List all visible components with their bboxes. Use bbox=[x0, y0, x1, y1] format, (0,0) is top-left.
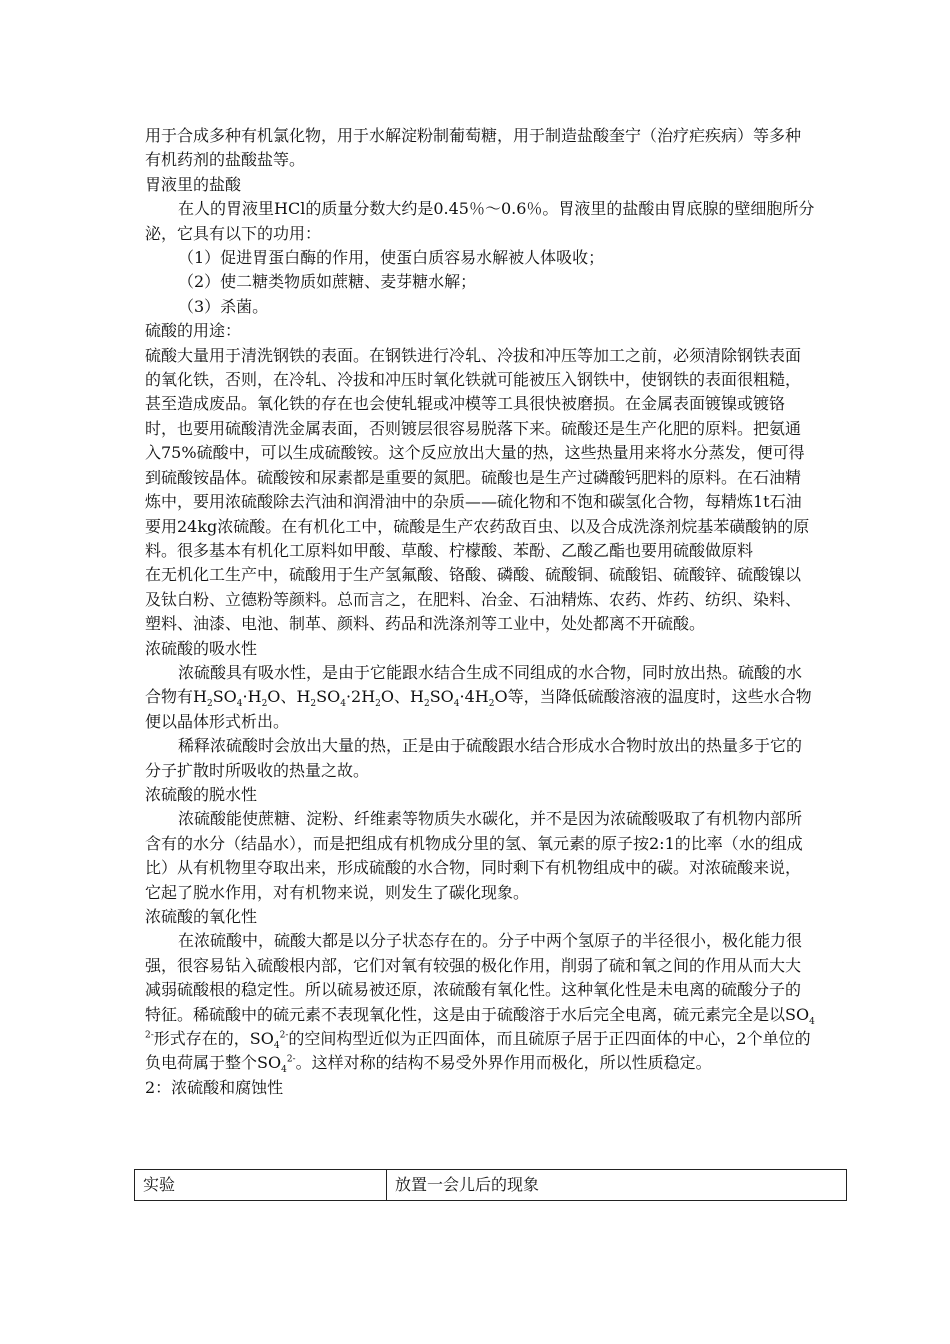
paragraph-gastric-acid: 在人的胃液里HCl的质量分数大约是0.45％～0.6％。胃液里的盐酸由胃底腺的壁细胞所分泌，它具有以下的功用： bbox=[145, 199, 815, 243]
paragraph-oxidation bbox=[145, 929, 815, 1075]
paragraph-sulfuric-uses: 硫酸大量用于清洗钢铁的表面。在钢铁进行冷轧、冷拔和冲压等加工之前，必须清除钢铁表面的氧化铁，否则，在冷轧、冷拔和冲压时氧化铁就可能被压入钢铁中，使钢铁的表面很粗糙，甚至造成废品。氧化铁的存在也会使轧辊或冲模等工具很快被磨损。在金属表面镀镍或镀铬时，也要用硫酸清洗金属表面，否则镀层很容易脱落下来。硫酸还是生产化肥的原料。把氨通入75%硫酸中，可以生成硫酸铵。这个反应放出大量的热，这些热量用来将水分蒸发，便可得到硫酸铵晶体。硫酸铵和尿素都是重要的氮肥。硫酸也是生产过磷酸钙肥料的原料。在石油精炼中，要用浓硫酸除去汽油和润滑油中的杂质——硫化物和不饱和碳氢化合物，每精炼1t石油要用24kg浓硫酸。在有机化工中，硫酸是生产农药敌百虫、以及合成洗涤剂烷基苯磺酸钠的原料。很多基本有机化工原料如甲酸、草酸、柠檬酸、苯酚、乙酸乙酯也要用硫酸做原料 bbox=[145, 345, 810, 560]
paragraph-dilution-heat: 稀释浓硫酸时会放出大量的热，正是由于硫酸跟水结合形成水合物时放出的热量多于它的分子扩散时所吸收的热量之故。 bbox=[145, 736, 803, 780]
table-header-phenomenon: 放置一会儿后的现象 bbox=[387, 1170, 847, 1201]
list-item-3: （3）杀菌。 bbox=[178, 296, 269, 316]
heading-water-absorption: 浓硫酸的吸水性 bbox=[145, 638, 258, 658]
list-item-1: （1）促进胃蛋白酶的作用，使蛋白质容易水解被人体吸收； bbox=[178, 248, 605, 268]
text-segment: 在浓硫酸中，硫酸大都是以分子状态存在的。分子中两个氢原子的半径很小，极化能力很强，很容易钻入硫酸根内部，它们对氧有较强的极化作用，削弱了硫和氧之间的作用从而大大减弱硫酸根的稳定性。所以硫易被还原，浓硫酸有氧化性。这种氧化性是未电离的硫酸分子的特征。稀硫酸中的硫元素不表现氧化性，这是由于硫酸溶于水后完全电离，硫元素完全是以 bbox=[145, 931, 803, 1024]
paragraph-hcl-uses: 用于合成多种有机氯化物，用于水解淀粉制葡萄糖，用于制造盐酸奎宁（治疗疟疾病）等多种有机药剂的盐酸盐等。 bbox=[145, 126, 802, 170]
text-segment: 浓硫酸具有吸水性，是由于它能跟水结合生成不同组成的水合物，同时放出热。硫酸的水合物有 bbox=[145, 662, 803, 707]
heading-dehydration: 浓硫酸的脱水性 bbox=[145, 784, 258, 804]
formula-sulfate: $SO_4^{2-}$ bbox=[257, 1053, 296, 1076]
experiment-table bbox=[134, 1169, 847, 1201]
heading-corrosiveness: 2：浓硫酸和腐蚀性 bbox=[145, 1077, 284, 1097]
text-segment: 形式存在的， bbox=[153, 1029, 250, 1049]
formula-sulfate: $SO_4^{2-}$ bbox=[249, 1029, 289, 1052]
heading-sulfuric-uses: 硫酸的用途： bbox=[145, 321, 242, 341]
formula-hydrate-3: $H_2SO_4\cdot 4H_2O$ bbox=[410, 687, 508, 710]
table-header-row bbox=[135, 1170, 847, 1201]
text-segment: 等，当降低硫酸溶液的温度时，这些水合物便以晶体形式析出。 bbox=[145, 687, 812, 731]
paragraph-dehydration: 浓硫酸能使蔗糖、淀粉、纤维素等物质失水碳化，并不是因为浓硫酸吸取了有机物内部所含有的水分（结晶水），而是把组成有机物成分里的氢、氧元素的原子按2:1的比率（水的组成比）从有机物里夺取出来，形成硫酸的水合物，同时剩下有机物组成中的碳。对浓硫酸来说，它起了脱水作用，对有机物来说，则发生了碳化现象。 bbox=[145, 809, 803, 902]
formula-hydrate-1: $H_2SO_4\cdot H_2O$ bbox=[193, 687, 281, 710]
heading-oxidation: 浓硫酸的氧化性 bbox=[145, 907, 258, 926]
table-header-experiment: 实验 bbox=[135, 1170, 387, 1201]
document-body bbox=[145, 124, 815, 1100]
list-item-2: （2）使二糖类物质如蔗糖、麦芽糖水解； bbox=[178, 272, 477, 292]
text-segment: 。这样对称的结构不易受外界作用而极化，所以性质稳定。 bbox=[295, 1053, 712, 1073]
formula-sulfate: $SO_4^{2-}$ bbox=[145, 1004, 815, 1041]
formula-hydrate-2: $H_2SO_4\cdot 2H_2O$ bbox=[296, 687, 395, 710]
paragraph-inorganic-uses: 在无机化工生产中，硫酸用于生产氢氟酸、铬酸、磷酸、硫酸铜、硫酸铝、硫酸锌、硫酸镍以及钛白粉、立德粉等颜料。总而言之，在肥料、冶金、石油精炼、农药、炸药、纺织、染料、塑料、油漆、电池、制革、颜料、药品和洗涤剂等工业中，处处都离不开硫酸。 bbox=[145, 565, 802, 634]
paragraph-water-absorption: 浓硫酸具有吸水性，是由于它能跟水结合生成不同组成的水合物，同时放出热。硫酸的水合物有$H_2SO_4\cdot H_2O$、$H_2SO_4\cdot 2H_2O$、$H_2SO_4\cdot 4H_2O$等，当降低硫酸溶液的温度时，这些水合物便以晶体形式析出。 bbox=[145, 662, 812, 731]
heading-gastric-acid: 胃液里的盐酸 bbox=[145, 174, 242, 194]
text-segment: 的空间构型近似为正四面体，而且硫原子居于正四面体的中心，2个单位的负电荷属于整个 bbox=[145, 1029, 811, 1073]
